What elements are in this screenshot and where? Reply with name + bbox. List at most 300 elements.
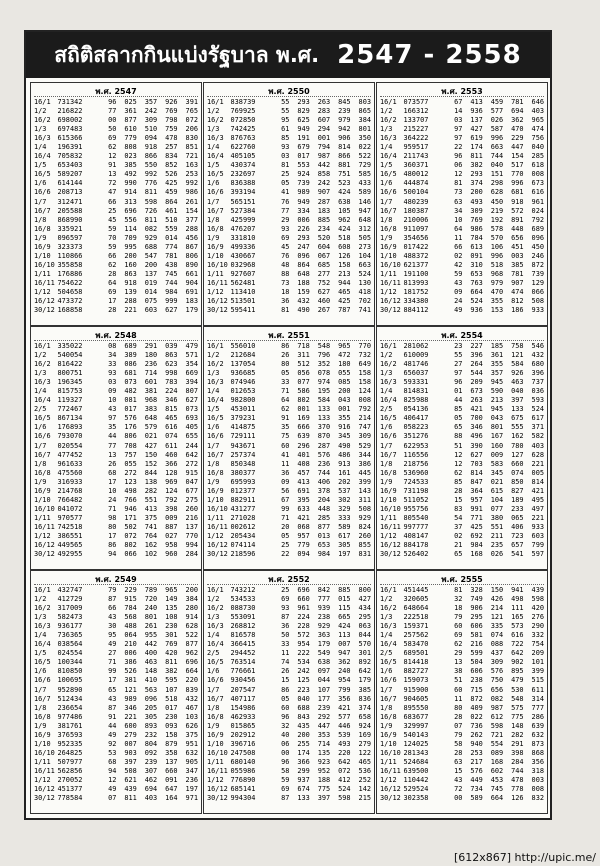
prize-number: 584 [511,360,524,369]
draw-date: 16/5 [207,658,224,667]
first-prize: 952335 [57,739,83,748]
prize-number: 133 [297,794,310,803]
prize-number: 589 [358,188,371,197]
results-table [207,586,371,803]
first-prize: 952890 [57,685,83,694]
prize-number: 37 [454,522,463,531]
prize-number: 08 [108,342,117,350]
draw-date: 16/11 [34,278,55,287]
prize-number: 41 [281,188,290,197]
prize-number: 86 [108,541,117,550]
first-prize: 323373 [57,242,83,251]
first-prize: 232697 [230,170,256,179]
table-row [380,134,544,143]
prize-number: 885 [317,215,331,224]
prize-number: 551 [490,522,504,531]
first-prize: 982800 [230,396,256,405]
draw-date: 1/12 [380,775,397,784]
table-row [207,631,371,640]
first-prize: 724533 [403,477,429,486]
draw-date: 1/4 [380,387,393,396]
prize-number: 855 [358,541,371,550]
prize-number: 744 [490,152,504,161]
table-row [207,613,371,622]
prize-number: 497 [531,504,544,513]
prize-number: 43 [108,405,117,414]
draw-date: 1/4 [34,631,47,640]
prize-number: 396 [470,351,483,360]
prize-number: 17 [108,477,117,486]
table-row [380,125,544,134]
table-row [207,649,371,658]
prize-number: 529 [358,441,371,450]
prize-number: 424 [338,188,351,197]
prize-number: 85 [281,134,290,143]
prize-number: 688 [144,242,158,251]
table-row [380,225,544,234]
prize-number: 915 [185,468,198,477]
prize-number: 663 [358,260,371,269]
prize-number: 479 [185,342,198,350]
prize-number: 55 [281,107,290,116]
prize-number: 28 [454,486,463,495]
draw-date: 1/9 [380,721,393,730]
table-row [380,550,544,559]
table-row [380,667,544,676]
prize-number: 397 [511,396,524,405]
prize-number: 275 [185,495,198,504]
prize-number: 827 [511,486,524,495]
prize-number: 626 [185,721,198,730]
prize-number: 617 [338,531,351,540]
prize-number: 374 [470,179,483,188]
prize-number: 094 [297,550,310,559]
prize-number: 02 [454,251,463,260]
prize-number: 769 [165,640,178,649]
prize-number: 18 [454,604,463,613]
prize-number: 267 [317,306,331,315]
first-prize: 211743 [403,152,429,161]
prize-number: 951 [185,739,198,748]
prize-number: 395 [297,495,310,504]
prize-number: 872 [531,260,544,269]
prize-number: 602 [490,766,504,775]
draw-date: 16/7 [34,450,51,459]
table-row [207,460,371,469]
prize-number: 803 [358,98,371,106]
prize-number: 43 [454,775,463,784]
draw-date: 1/7 [207,685,220,694]
prize-number: 59 [454,269,463,278]
prize-number: 209 [470,378,483,387]
prize-number: 313 [124,197,137,206]
prize-number: 839 [185,685,198,694]
prize-number: 603 [144,306,158,315]
prize-number: 486 [338,450,351,459]
prize-number: 472 [338,351,351,360]
prize-number: 563 [144,685,158,694]
first-prize: 639500 [403,766,429,775]
draw-date: 16/4 [380,640,397,649]
prize-number: 158 [338,260,351,269]
prize-number: 936 [470,306,483,315]
prize-number: 328 [470,586,483,594]
prize-number: 62 [108,260,117,269]
prize-number: 722 [511,640,524,649]
prize-number: 69 [108,287,117,296]
table-row [34,279,198,288]
prize-number: 019 [144,278,158,287]
table-row [207,469,371,478]
first-prize: 915900 [403,685,429,694]
draw-date: 1/9 [207,233,220,242]
prize-number: 77 [108,107,117,116]
prize-number: 989 [124,694,137,703]
prize-number: 001 [338,405,351,414]
prize-number: 091 [165,775,178,784]
prize-number: 914 [124,188,137,197]
prize-number: 309 [490,658,504,667]
first-prize: 930456 [230,676,256,685]
prize-number: 189 [511,495,524,504]
prize-number: 585 [358,170,371,179]
prize-number: 043 [338,396,351,405]
prize-number: 236 [317,459,331,468]
prize-number: 604 [317,242,331,251]
prize-number: 399 [358,477,371,486]
prize-number: 940 [470,739,483,748]
prize-number: 69 [281,785,290,794]
prize-number: 770 [511,170,524,179]
draw-date: 30/12 [207,550,228,559]
table-row [34,704,198,713]
table-row [380,351,544,360]
prize-number: 60 [281,441,290,450]
first-prize: 191100 [403,269,429,278]
prize-number: 448 [511,224,524,233]
draw-date: 1/12 [34,531,51,540]
prize-number: 077 [490,504,504,513]
first-prize: 351276 [403,432,429,441]
prize-number: 420 [165,649,178,658]
first-prize: 331810 [230,233,256,242]
table-row [34,523,198,532]
prize-number: 465 [165,414,178,423]
prize-number: 260 [358,531,371,540]
prize-number: 502 [124,522,137,531]
prize-number: 736 [470,721,483,730]
draw-date: 1/4 [207,631,220,640]
draw-date: 16/3 [34,622,51,631]
prize-number: 137 [144,269,158,278]
table-row [207,713,371,722]
table-row [34,595,198,604]
draw-date: 16/1 [380,98,397,106]
prize-number: 577 [338,712,351,721]
first-prize: 540054 [57,351,83,360]
table-row [34,505,198,514]
prize-number: 413 [297,477,310,486]
prize-number: 91 [108,161,117,170]
prize-number: 433 [358,179,371,188]
prize-number: 398 [511,748,524,757]
draw-date: 16/4 [207,640,224,649]
table-row [34,478,198,487]
first-prize: 653403 [57,161,83,170]
prize-number: 504 [470,658,483,667]
prize-number: 047 [185,477,198,486]
prize-number: 627 [165,306,178,315]
prize-number: 524 [531,405,544,414]
prize-number: 904 [185,278,198,287]
draw-date: 1/6 [380,179,393,188]
prize-number: 974 [317,378,331,387]
prize-number: 13 [108,450,117,459]
draw-date: 1/6 [34,667,47,676]
table-row [207,514,371,523]
prize-number: 244 [185,441,198,450]
prize-number: 309 [358,432,371,441]
prize-number: 994 [185,541,198,550]
table-row [380,152,544,161]
prize-number: 493 [338,739,351,748]
prize-number: 642 [511,649,524,658]
table-row [207,107,371,116]
prize-number: 344 [358,450,371,459]
prize-number: 781 [511,98,524,106]
prize-number: 524 [470,297,483,306]
prize-number: 802 [297,396,310,405]
prize-number: 628 [531,450,544,459]
draw-date: 1/4 [34,387,47,396]
draw-date: 1/5 [34,649,47,658]
prize-number: 35 [108,423,117,432]
first-prize: 565151 [230,197,256,206]
prize-number: 283 [317,107,331,116]
draw-date: 1/5 [380,161,393,170]
prize-number: 61 [281,125,290,134]
prize-number: 757 [124,450,137,459]
table-row [207,143,371,152]
prize-number: 210 [124,640,137,649]
prize-number: 42 [454,260,463,269]
prize-number: 263 [317,98,331,106]
draw-date: 16/4 [380,152,397,161]
prize-number: 361 [490,351,504,360]
year-block [203,326,375,570]
prize-number: 460 [165,450,178,459]
prize-number: 984 [317,550,331,559]
first-prize: 124025 [403,739,429,748]
prize-number: 798 [165,116,178,125]
prize-number: 232 [144,730,158,739]
results-table [380,342,544,559]
first-prize: 705832 [57,152,83,161]
prize-number: 673 [470,387,483,396]
prize-number: 375 [185,730,198,739]
draw-date: 1/11 [207,513,224,522]
prize-number: 460 [317,297,331,306]
table-row [34,776,198,785]
prize-number: 17 [108,297,117,306]
prize-number: 413 [470,98,483,106]
prize-number: 262 [470,730,483,739]
prize-number: 554 [490,739,504,748]
prize-number: 389 [124,351,137,360]
first-prize: 133707 [403,116,429,125]
draw-date: 1/3 [34,613,47,622]
prize-number: 27 [108,649,117,658]
prize-number: 284 [511,757,524,766]
draw-date: 16/7 [34,206,51,215]
prize-number: 216 [185,513,198,522]
prize-number: 618 [531,161,544,170]
prize-number: 544 [470,369,483,378]
prize-number: 29 [454,649,463,658]
first-prize: 449565 [57,541,83,550]
prize-number: 96 [454,152,463,161]
results-table [380,586,544,803]
prize-number: 575 [511,703,524,712]
first-prize: 110442 [403,775,429,784]
prize-number: 744 [165,278,178,287]
prize-number: 329 [338,504,351,513]
table-row [380,713,544,722]
draw-date: 16/3 [380,622,397,631]
draw-date: 16/12 [34,297,55,306]
prize-number: 239 [144,757,158,766]
table-row [207,288,371,297]
first-prize: 763514 [230,658,256,667]
prize-number: 968 [144,396,158,405]
prize-number: 073 [124,378,137,387]
prize-number: 185 [490,342,504,350]
table-row [380,695,544,704]
prize-number: 781 [165,251,178,260]
table-row [207,423,371,432]
table-row [207,505,371,514]
draw-date: 1/4 [380,143,393,152]
prize-number: 183 [185,297,198,306]
prize-number: 996 [490,251,504,260]
first-prize: 689501 [403,649,429,658]
draw-date: 16/1 [34,342,51,350]
draw-date: 16/8 [207,468,224,477]
prize-number: 530 [511,685,524,694]
results-table [207,98,371,315]
first-prize: 507977 [57,757,83,766]
prize-number: 285 [317,513,331,522]
prize-number: 15 [454,495,463,504]
table-row [34,152,198,161]
prize-number: 432 [531,351,544,360]
draw-date: 1/9 [380,233,393,242]
prize-number: 421 [470,405,483,414]
table-row [207,369,371,378]
draw-date: 16/11 [34,766,55,775]
table-row [207,586,371,595]
prize-number: 346 [165,396,178,405]
draw-date: 1/2 [207,351,220,360]
prize-number: 915 [124,595,137,604]
prize-number: 186 [511,306,524,315]
first-prize: 776890 [230,775,256,784]
prize-number: 288 [124,297,137,306]
prize-number: 126 [511,794,524,803]
prize-number: 55 [281,98,290,106]
prize-number: 11 [281,459,290,468]
prize-number: 570 [490,233,504,242]
prize-number: 456 [185,233,198,242]
prize-number: 200 [338,387,351,396]
prize-number: 715 [470,685,483,694]
prize-number: 638 [338,197,351,206]
prize-number: 427 [470,125,483,134]
prize-number: 188 [297,278,310,287]
prize-number: 089 [490,748,504,757]
prize-number: 264 [470,360,483,369]
prize-number: 918 [124,278,137,287]
first-prize: 180387 [403,206,429,215]
prize-number: 040 [490,161,504,170]
prize-number: 214 [490,604,504,613]
prize-number: 505 [358,233,371,242]
table-row [34,179,198,188]
prize-number: 806 [124,432,137,441]
prize-number: 54 [454,513,463,522]
table-row [34,550,198,559]
first-prize: 656037 [403,369,429,378]
prize-number: 696 [185,658,198,667]
prize-number: 992 [185,179,198,188]
prize-number: 066 [531,287,544,296]
prize-number: 298 [490,179,504,188]
draw-date: 16/7 [207,694,224,703]
first-prize: 210006 [403,215,429,224]
prize-number: 64 [108,278,117,287]
first-prize: 247508 [230,748,256,757]
prize-number: 00 [108,116,117,125]
prize-number: 20 [281,522,290,531]
prize-number: 44 [108,432,117,441]
prize-number: 63 [454,757,463,766]
table-row [207,378,371,387]
prize-number: 603 [531,531,544,540]
prize-number: 409 [470,703,483,712]
prize-number: 284 [185,550,198,559]
prize-number: 59 [108,242,117,251]
prize-number: 022 [470,712,483,721]
table-row [34,423,198,432]
first-prize: 222518 [403,613,429,622]
draw-date: 16/12 [380,785,401,794]
prize-number: 013 [317,531,331,540]
prize-number: 93 [281,604,290,613]
prize-number: 005 [531,468,544,477]
table-row [34,161,198,170]
table-row [34,442,198,451]
prize-number: 154 [185,206,198,215]
prize-number: 309 [144,116,158,125]
first-prize: 884178 [403,541,429,550]
prize-number: 055 [124,459,137,468]
prize-number: 272 [124,468,137,477]
prize-number: 425 [165,179,178,188]
prize-number: 745 [165,269,178,278]
draw-date: 16/1 [34,98,51,106]
prize-number: 162 [144,541,158,550]
prize-number: 598 [531,595,544,604]
